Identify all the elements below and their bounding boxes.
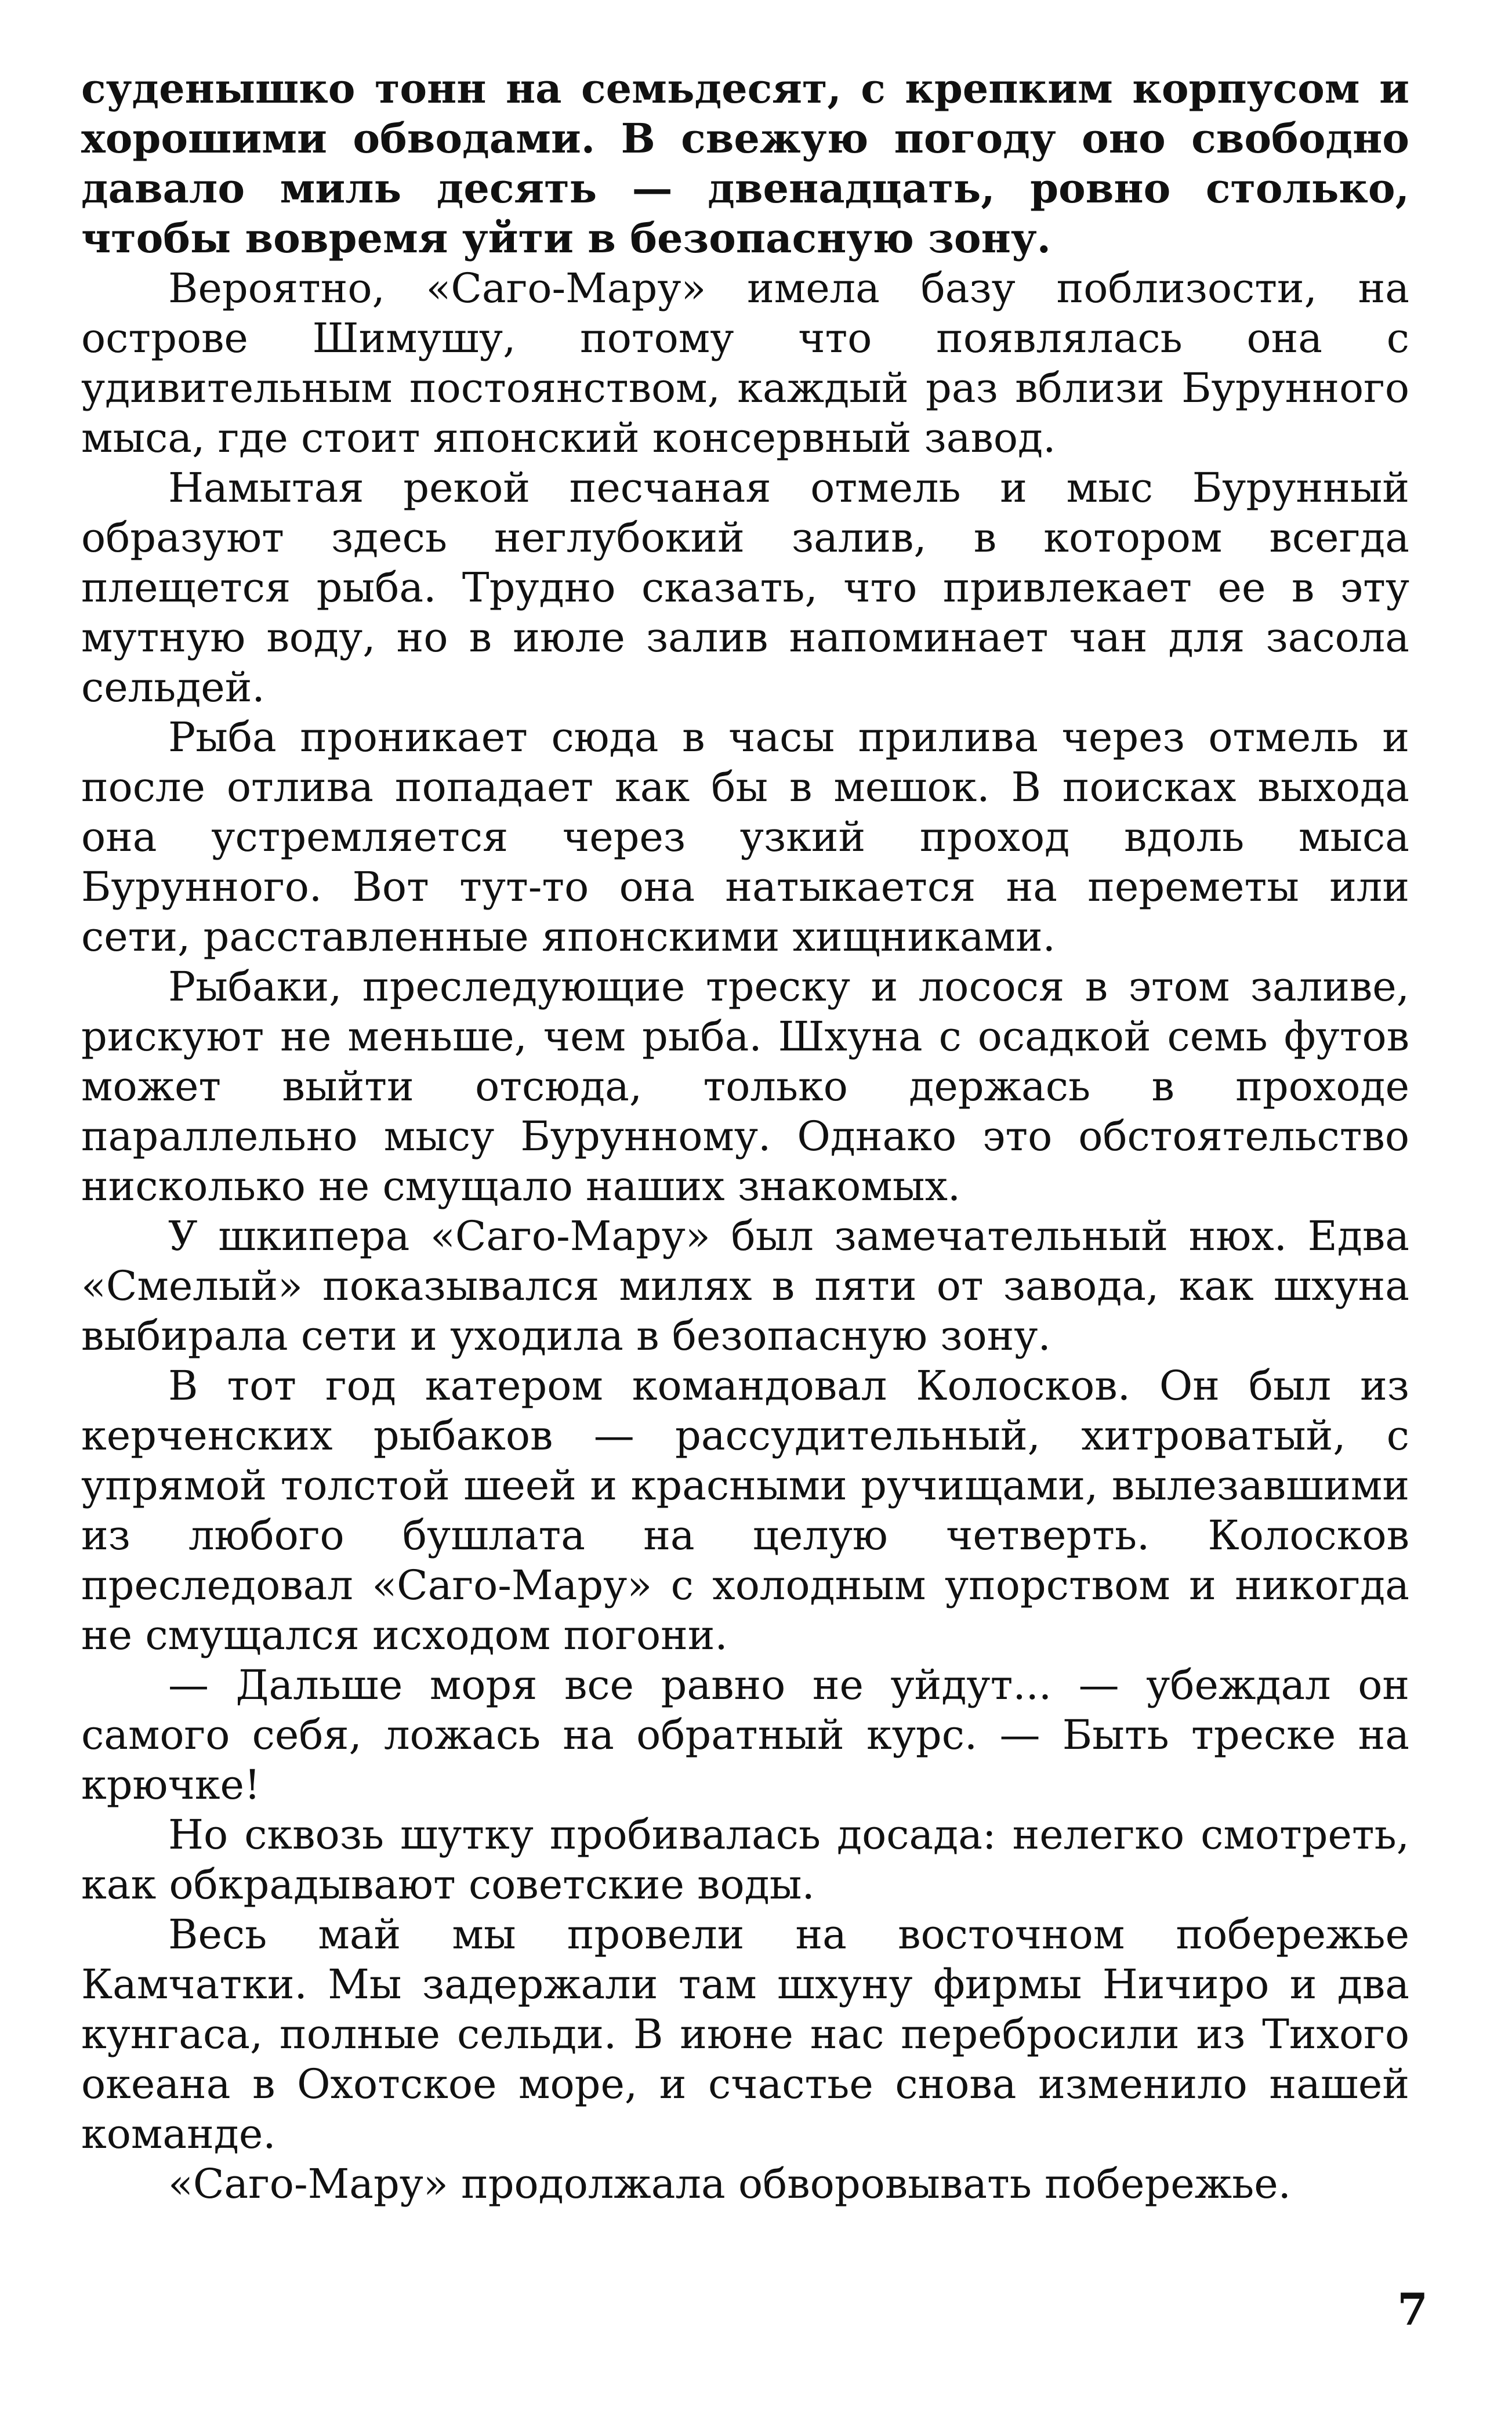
paragraph: Вероятно, «Саго-Мару» имела базу поблизости, на острове Шимушу, потому что появлялась она с удивительным постоянством, каждый раз вблизи Бурунного мыса, где стоит японский консервный завод. [81,265,1409,462]
paragraph: Намытая рекой песчаная отмель и мыс Бурунный образуют здесь неглубокий залив, в котором всегда плещется рыба. Трудно сказать, что привлекает ее в эту мутную воду, но в июле залив напоминает чан для засола сельдей. [81,464,1409,711]
paragraph: — Дальше моря все равно не уйдут... — убеждал он самого себя, ложась на обратный курс. — Быть треске на крючке! [81,1661,1409,1809]
paragraph: суденышко тонн на семьдесят, с крепким корпусом и хорошими обводами. В свежую погоду оно свободно давало миль десять — двенадцать, ровно столько, чтобы вовремя уйти в безопасную зону. [81,64,1409,262]
paragraph: Но сквозь шутку пробивалась досада: нелегко смотреть, как обкрадывают советские воды. [81,1811,1409,1908]
page-number: 7 [1397,2284,1428,2335]
paragraph: Весь май мы провели на восточном побережье Камчатки. Мы задержали там шхуну фирмы Ничиро и два кунгаса, полные сельди. В июне нас перебросили из Тихого океана в Охотское море, и счастье снова изменило нашей команде. [81,1911,1409,2158]
paragraph: У шкипера «Саго-Мару» был замечательный нюх. Едва «Смелый» показывался милях в пяти от завода, как шхуна выбирала сети и уходила в безопасную зону. [81,1212,1409,1360]
paragraph: Рыбаки, преследующие треску и лосося в этом заливе, рискуют не меньше, чем рыба. Шхуна с осадкой семь футов может выйти отсюда, только держась в проходе параллельно мысу Бурунному. Однако это обстоятельство нисколько не смущало наших знакомых. [81,963,1409,1210]
paragraph: Рыба проникает сюда в часы прилива через отмель и после отлива попадает как бы в мешок. В поисках выхода она устремляется через узкий проход вдоль мыса Бурунного. Вот тут-то она натыкается на переметы или сети, расставленные японскими хищниками. [81,713,1409,961]
paragraph: «Саго-Мару» продолжала обворовывать побережье. [168,2160,1291,2208]
book-page-text [81,64,1409,2361]
paragraph: В тот год катером командовал Колосков. Он был из керченских рыбаков — рассудительный, хитроватый, с упрямой толстой шеей и красными ручищами, вылезавшими из любого бушлата на целую четверть. Колосков преследовал «Саго-Мару» с холодным упорством и никогда не смущался исходом погони. [81,1362,1409,1659]
